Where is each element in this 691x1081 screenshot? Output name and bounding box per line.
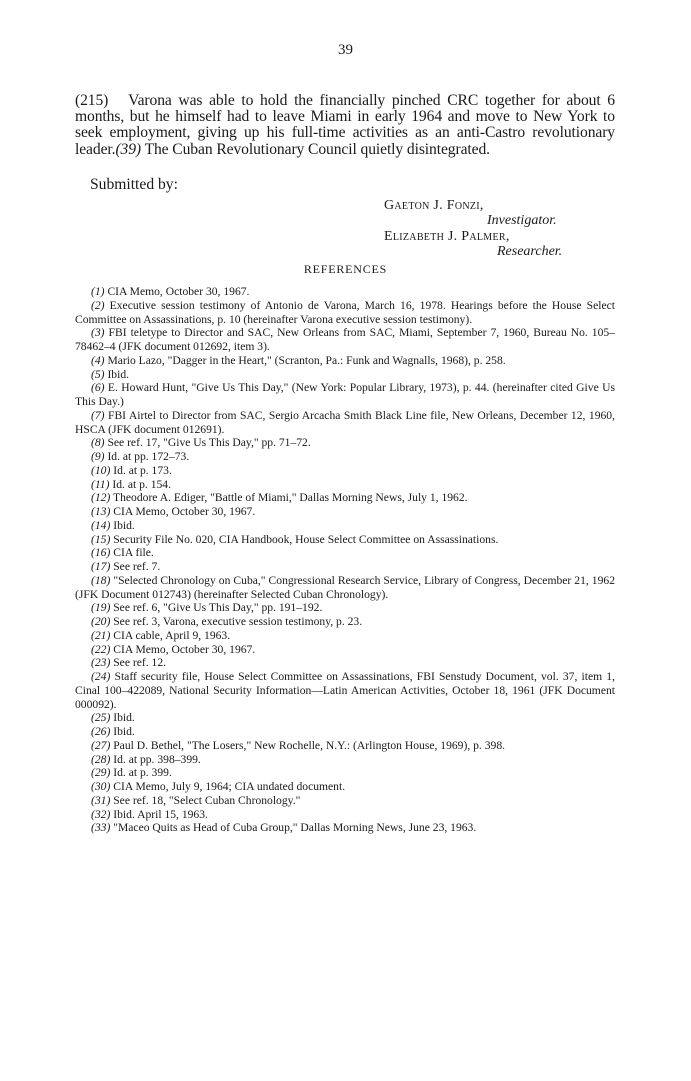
- signatory-role: Researcher.: [497, 244, 563, 259]
- reference-number: (16): [91, 546, 111, 560]
- paragraph-text: Varona was able to hold the financially pinched CRC together for about 6 months, but he himself had to leave Miami in early 1964 and move to New York to seek employment, giving up his full-time activities as an anti-Castro revolutionary leader.: [75, 92, 615, 158]
- reference-item: [75, 409, 615, 437]
- reference-number: (1): [91, 285, 105, 298]
- reference-item: [75, 574, 615, 602]
- references-list: [75, 285, 615, 835]
- reference-text: Paul D. Bethel, "The Losers," New Rochelle, N.Y.: (Arlington House, 1969), p. 398.: [113, 738, 506, 752]
- reference-item: [75, 285, 615, 299]
- reference-number: (24): [91, 670, 111, 683]
- reference-number: (28): [91, 752, 111, 766]
- reference-number: (27): [91, 738, 111, 752]
- reference-number: (8): [91, 436, 105, 450]
- reference-text: See ref. 12.: [113, 656, 167, 670]
- reference-item: [75, 629, 615, 643]
- reference-text: CIA Memo, July 9, 1964; CIA undated document.: [113, 780, 346, 793]
- reference-text: CIA Memo, October 30, 1967.: [113, 505, 256, 518]
- reference-text: Id. at p. 173.: [113, 463, 172, 477]
- reference-number: (13): [91, 505, 111, 518]
- page-number: 39: [338, 42, 353, 58]
- reference-number: (31): [91, 793, 111, 807]
- reference-text: Executive session testimony of Antonio de Varona, March 16, 1978. Hearings before the House Select Committee on Assassinations, p. 10 (hereinafter Varona executive session testimony).: [75, 298, 615, 326]
- reference-text: E. Howard Hunt, "Give Us This Day," (New York: Popular Library, 1973), p. 44. (hereinafter cited Give Us This Day.): [75, 381, 615, 408]
- reference-item: [75, 711, 615, 725]
- reference-number: (3): [91, 326, 105, 340]
- reference-text: CIA Memo, October 30, 1967.: [113, 642, 256, 656]
- reference-number: (26): [91, 725, 111, 738]
- reference-item: [75, 450, 615, 464]
- reference-item: [75, 766, 615, 780]
- reference-text: Id. at p. 399.: [113, 766, 172, 780]
- reference-number: (20): [91, 615, 111, 628]
- reference-number: (10): [91, 463, 111, 477]
- reference-item: [75, 464, 615, 478]
- reference-item: [75, 299, 615, 327]
- reference-number: (5): [91, 367, 105, 381]
- signatory-role: Investigator.: [487, 213, 557, 228]
- reference-number: (21): [91, 628, 111, 642]
- reference-item: [75, 821, 615, 835]
- reference-item: [75, 505, 615, 519]
- reference-number: (6): [91, 381, 105, 395]
- footnote-ref: (39): [115, 140, 142, 158]
- reference-text: Ibid.: [113, 518, 135, 532]
- reference-number: (4): [91, 353, 105, 367]
- reference-item: [75, 326, 615, 354]
- reference-text: See ref. 6, "Give Us This Day," pp. 191–192.: [113, 601, 323, 615]
- reference-number: (18): [91, 573, 111, 587]
- reference-item: [75, 739, 615, 753]
- reference-item: [75, 670, 615, 711]
- reference-number: (30): [91, 780, 111, 793]
- reference-item: [75, 436, 615, 450]
- reference-text: "Maceo Quits as Head of Cuba Group," Dallas Morning News, June 23, 1963.: [113, 821, 477, 835]
- reference-text: CIA Memo, October 30, 1967.: [107, 285, 250, 298]
- signatory-name: Gaeton J. Fonzi,: [384, 198, 484, 213]
- reference-number: (23): [91, 656, 111, 670]
- body-paragraph: [75, 93, 615, 158]
- signatory-name: Elizabeth J. Palmer,: [384, 229, 510, 244]
- reference-number: (9): [91, 450, 105, 463]
- reference-text: Ibid.: [107, 367, 130, 381]
- reference-number: (17): [91, 560, 111, 573]
- reference-number: (29): [91, 766, 111, 780]
- reference-text: Ibid.: [113, 711, 135, 725]
- reference-text: Id. at p. 154.: [112, 477, 171, 491]
- reference-number: (7): [91, 408, 105, 422]
- reference-text: See ref. 7.: [113, 560, 161, 573]
- submitted-by-label: Submitted by:: [90, 176, 178, 193]
- reference-number: (33): [91, 821, 111, 835]
- reference-text: Mario Lazo, "Dagger in the Heart," (Scranton, Pa.: Funk and Wagnalls, 1968), p. 258.: [107, 353, 506, 367]
- reference-number: (11): [91, 477, 110, 491]
- reference-item: [75, 643, 615, 657]
- reference-text: Theodore A. Ediger, "Battle of Miami," Dallas Morning News, July 1, 1962.: [113, 491, 468, 505]
- reference-number: (32): [91, 807, 111, 821]
- paragraph-number: (215): [75, 92, 109, 109]
- reference-number: (19): [91, 601, 111, 615]
- reference-number: (12): [91, 491, 111, 505]
- reference-item: [75, 794, 615, 808]
- reference-text: FBI teletype to Director and SAC, New Orleans from SAC, Miami, September 7, 1960, Bureau No. 105–78462–4 (JFK document 012692, item 3).: [75, 326, 615, 353]
- reference-item: [75, 533, 615, 547]
- reference-number: (25): [91, 711, 111, 725]
- paragraph-text-end: The Cuban Revolutionary Council quietly disintegrated.: [144, 140, 490, 158]
- reference-text: CIA file.: [113, 546, 154, 560]
- reference-text: Staff security file, House Select Committee on Assassinations, FBI Senstudy Document, vol. 37, item 1, Cinal 100–422089, National Security Information—Latin American Activities, October 18, 1961 (JFK Document 000092).: [75, 670, 615, 711]
- reference-text: CIA cable, April 9, 1963.: [113, 628, 231, 642]
- reference-text: Ibid. April 15, 1963.: [113, 807, 208, 821]
- reference-text: Id. at pp. 398–399.: [113, 752, 201, 766]
- reference-item: [75, 656, 615, 670]
- reference-item: [75, 753, 615, 767]
- reference-item: [75, 615, 615, 629]
- reference-item: [75, 808, 615, 822]
- reference-item: [75, 546, 615, 560]
- reference-number: (22): [91, 642, 111, 656]
- reference-text: Ibid.: [113, 725, 135, 738]
- reference-number: (14): [91, 518, 111, 532]
- reference-text: See ref. 17, "Give Us This Day," pp. 71–72.: [107, 436, 311, 450]
- reference-item: [75, 560, 615, 574]
- reference-item: [75, 725, 615, 739]
- reference-text: See ref. 3, Varona, executive session testimony, p. 23.: [113, 615, 363, 628]
- reference-item: [75, 478, 615, 492]
- reference-item: [75, 780, 615, 794]
- reference-text: Id. at pp. 172–73.: [107, 450, 190, 463]
- reference-number: (15): [91, 532, 111, 546]
- reference-text: See ref. 18, "Select Cuban Chronology.": [113, 793, 301, 807]
- reference-number: (2): [91, 298, 105, 312]
- reference-item: [75, 381, 615, 409]
- reference-item: [75, 354, 615, 368]
- reference-item: [75, 601, 615, 615]
- reference-text: Security File No. 020, CIA Handbook, House Select Committee on Assassinations.: [113, 532, 499, 546]
- reference-item: [75, 368, 615, 382]
- reference-item: [75, 519, 615, 533]
- reference-text: "Selected Chronology on Cuba," Congressional Research Service, Library of Congress, December 21, 1962 (JFK Document 012743) (hereinafter Selected Cuban Chronology).: [75, 573, 615, 601]
- references-heading: REFERENCES: [303, 262, 388, 276]
- reference-item: [75, 491, 615, 505]
- reference-text: FBI Airtel to Director from SAC, Sergio Arcacha Smith Black Line file, New Orleans, December 12, 1960, HSCA (JFK document 012691).: [75, 408, 615, 436]
